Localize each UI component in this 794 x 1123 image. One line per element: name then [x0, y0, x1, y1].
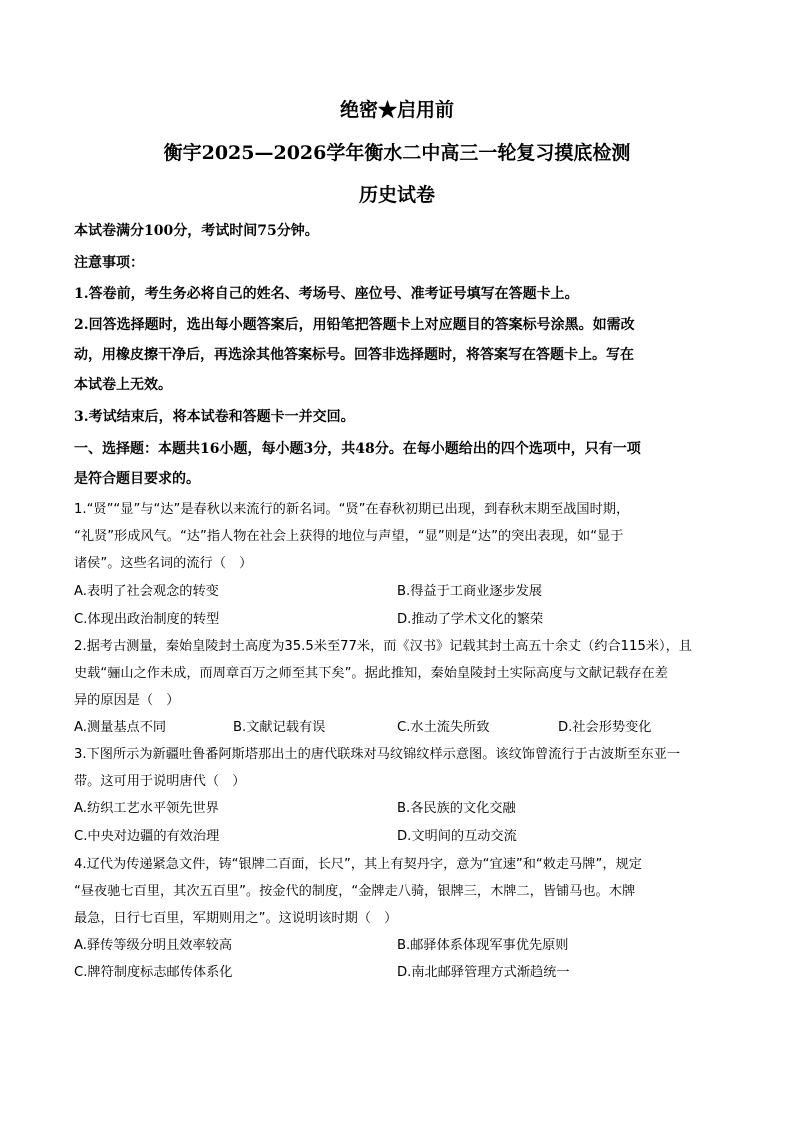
note-3: 3.考试结束后，将本试卷和答题卡一并交回。	[74, 409, 355, 425]
confidential-label: 绝密★启用前	[339, 99, 454, 121]
question-3-option-a[interactable]: A.纺织工艺水平领先世界	[74, 801, 219, 816]
question-2-line-1: 2.据考古测量，秦始皇陵封土高度为35.5米至77米，而《汉书》记载其封土高五十余丈（约合115米），且	[74, 639, 692, 654]
exam-title: 衡宇2025—2026学年衡水二中高三一轮复习摸底检测	[163, 142, 631, 164]
notes-title: 注意事项：	[74, 255, 144, 271]
question-1-line-2: “礼贤”形成风气。“达”指人物在社会上获得的地位与声望，“显”则是“达”的突出表现，如“显于	[74, 529, 624, 544]
question-2-line-3: 异的原因是（ ）	[74, 693, 180, 708]
question-3-option-c[interactable]: C.中央对边疆的有效治理	[74, 829, 220, 844]
question-3-line-2: 带。这可用于说明唐代（ ）	[74, 774, 246, 789]
section-1-heading-line-1: 一、选择题：本题共16小题，每小题3分，共48分。在每小题给出的四个选项中，只有一项	[74, 441, 641, 457]
note-2-line-3: 本试卷上无效。	[74, 377, 172, 393]
question-4-option-a[interactable]: A.驿传等级分明且效率较高	[74, 938, 233, 953]
note-1: 1.答卷前，考生务必将自己的姓名、考场号、座位号、准考证号填写在答题卡上。	[74, 286, 579, 302]
question-4-option-c[interactable]: C.牌符制度标志邮传体系化	[74, 965, 233, 980]
question-2-line-2: 史载“骊山之作未成，而周章百万之师至其下矣”。据此推知，秦始皇陵封土实际高度与文献记载存在差	[74, 666, 668, 681]
question-2-option-b[interactable]: B.文献记载有误	[233, 720, 326, 735]
note-2-line-2: 动，用橡皮擦干净后，再选涂其他答案标号。回答非选择题时，将答案写在答题卡上。写在	[74, 347, 634, 363]
question-1-option-c[interactable]: C.体现出政治制度的转型	[74, 612, 220, 627]
question-2-option-a[interactable]: A.测量基点不同	[74, 720, 167, 735]
question-1-line-1: 1.“贤”“显”与“达”是春秋以来流行的新名词。“贤”在春秋初期已出现，到春秋末期至战国时期，	[74, 502, 630, 517]
question-3-option-d[interactable]: D.文明间的互动交流	[397, 829, 517, 844]
question-4-line-2: “昼夜驰七百里，其次五百里”。按金代的制度，“金牌走八骑，银牌三，木牌二，皆铺马也。木牌	[74, 884, 636, 899]
question-1-option-a[interactable]: A.表明了社会观念的转变	[74, 584, 219, 599]
section-1-heading-line-2: 是符合题目要求的。	[74, 471, 200, 487]
note-2-line-1: 2.回答选择题时，选出每小题答案后，用铅笔把答题卡上对应题目的答案标号涂黑。如需改	[74, 317, 635, 333]
question-2-option-c[interactable]: C.水土流失所致	[397, 720, 490, 735]
question-3-line-1: 3.下图所示为新疆吐鲁番阿斯塔那出土的唐代联珠对马纹锦纹样示意图。该纹饰曾流行于古波斯至东亚一	[74, 747, 681, 762]
question-4-line-3: 最急，日行七百里，军期则用之”。这说明该时期（ ）	[74, 911, 398, 926]
question-4-line-1: 4.辽代为传递紧急文件，铸“银牌二百面，长尺”，其上有契丹字，意为“宜速”和“敕走马牌”，规定	[74, 857, 642, 872]
question-3-option-b[interactable]: B.各民族的文化交融	[397, 801, 516, 816]
question-4-option-b[interactable]: B.邮驿体系体现军事优先原则	[397, 938, 569, 953]
subject-title: 历史试卷	[358, 184, 435, 206]
question-2-option-d[interactable]: D.社会形势变化	[558, 720, 652, 735]
question-4-option-d[interactable]: D.南北邮驿管理方式渐趋统一	[397, 965, 570, 980]
question-1-line-3: 诸侯”。这些名词的流行（ ）	[74, 556, 253, 571]
score-time-note: 本试卷满分100分，考试时间75分钟。	[74, 223, 319, 239]
question-1-option-b[interactable]: B.得益于工商业逐步发展	[397, 584, 543, 599]
question-1-option-d[interactable]: D.推动了学术文化的繁荣	[397, 612, 544, 627]
